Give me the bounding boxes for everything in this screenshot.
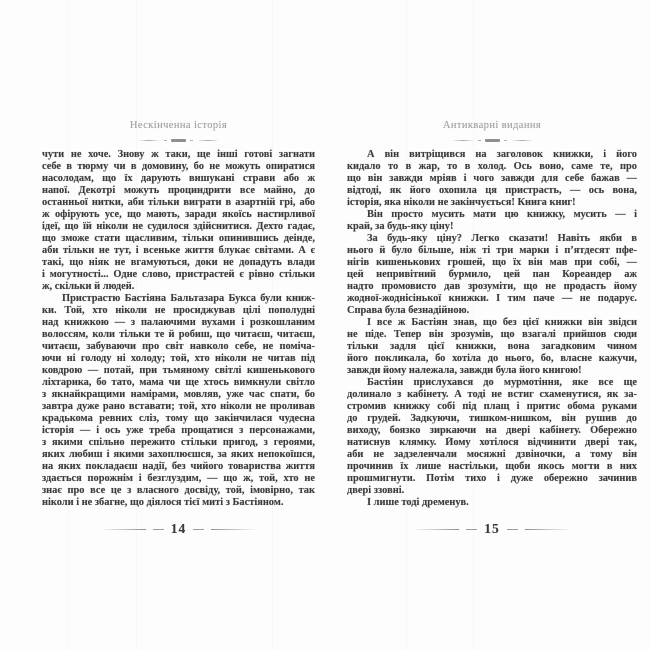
text-line: жодної-жоднісінької книжки. І тим паче — не подарує.	[347, 293, 637, 304]
ornament-dot-icon	[164, 140, 167, 141]
text-line: І все ж Бастіян знав, що без цієї книжки він звідси	[367, 317, 637, 328]
text-line: до грудей. Задкуючи, тишком-нишком, він рушив до	[347, 413, 637, 424]
text-line: знає про все це з власного досвіду, той, імовірно, так	[42, 485, 315, 496]
left-page-folio	[42, 521, 315, 537]
folio-dash-icon	[153, 529, 164, 530]
text-line: Пристрастю Бастіяна Бальтазара Букса були книж-	[62, 293, 315, 304]
right-running-head: Антикварні видання	[442, 120, 542, 131]
text-line: історія, яка ніколи не закінчується! Книга книг!	[347, 197, 576, 208]
text-line: стромив книжку собі під плащ і притис обома руками	[347, 401, 637, 412]
text-line: і могутності... Одне слово, пристрастей є рівно стільки	[42, 269, 315, 280]
text-line: аби не задзеленчали мосяжні дзвіночки, а тому він	[347, 449, 637, 460]
text-line: нього й було більше, ніж ті три марки і п’ятдесят пфе-	[347, 245, 637, 256]
ornament-line-icon	[138, 140, 160, 141]
text-line: здається порожнім і безглуздим, — що ж, той, хто не	[42, 473, 315, 484]
text-line: ючи ні голоду ні холоду; той, хто ніколи не читав під	[42, 353, 315, 364]
ornament-dot-icon	[190, 140, 193, 141]
text-line: завжди йому належала, завжди була його книгою!	[347, 365, 582, 376]
ornament-line-icon	[452, 140, 474, 141]
left-page-text	[42, 149, 315, 509]
text-line: напої. Декотрі можуть проциндрити все майно, до	[42, 185, 315, 196]
text-line: виходу, боязко зиркаючи на двері кабінету. Обережно	[347, 425, 637, 436]
page-right	[347, 0, 637, 650]
ornament-line-icon	[511, 140, 533, 141]
text-line: себе в тюрму чи в домовину, бо не можуть опиратися	[42, 161, 315, 172]
left-page-number: 14	[170, 521, 187, 536]
text-line: що він завжди мріяв і чого завжди для себе бажав —	[347, 173, 637, 184]
right-page-number: 15	[484, 521, 500, 536]
text-line: над книжкою — з палаючими вухами і розкошланим	[42, 317, 315, 328]
text-line: Він просто мусить мати цю книжку, мусить — і	[367, 209, 637, 220]
text-line: його покликала, бо хотіла до нього, бо, власне кажучи,	[347, 353, 637, 364]
folio-dash-icon	[507, 529, 518, 530]
text-line: що зможе стати щасливим, тільки опинившись деінде,	[42, 233, 315, 244]
text-line: волоссям, коли тільки те й робиш, що читаєш, читаєш,	[42, 329, 315, 340]
text-line: ж офірують усе, що мають, заради якоїсь настирливої	[42, 209, 315, 220]
text-line: кидало то в жар, то в холод. Ось воно, саме те, про	[347, 161, 637, 172]
text-line: ки. Той, хто ніколи не просиджував цілі пополудні	[42, 305, 315, 316]
folio-dash-icon	[466, 529, 477, 530]
text-line: ковдрою — потай, при тьмяному світлі кишенькового	[42, 365, 315, 376]
ornament-block-icon	[171, 139, 186, 142]
text-line: крадькома ревних сліз, тому що закінчилася чудесна	[42, 413, 315, 424]
text-line: завтра дуже рано вставати; той, хто ніколи не проливав	[42, 401, 315, 412]
text-line: історія — і ось уже треба прощатися з персонажами,	[42, 425, 315, 436]
text-line: з якнайкращими намірами, мовляв, уже час спати, бо	[42, 389, 315, 400]
text-line: такі, що ніяк не вгамуються, доки не допадуть влади	[42, 257, 315, 268]
left-header-ornament	[42, 139, 315, 142]
folio-rule-icon	[413, 529, 459, 530]
text-line: Справа була безнадійною.	[347, 305, 470, 316]
text-line: відтоді, як його охопила ця пристрасть, — ось вона,	[347, 185, 637, 196]
text-line: двері ззовні.	[347, 485, 405, 496]
right-page-folio	[347, 521, 637, 537]
text-line: прочинив їх лише настільки, щоби якось могти в них	[347, 461, 637, 472]
right-page-text	[347, 149, 637, 509]
text-line: на яких покладаєш надії, без чийого товариства життя	[42, 461, 315, 472]
text-line: з якими спільно пережито стільки пригод, з героями,	[42, 437, 315, 448]
text-line: І лише тоді дременув.	[367, 497, 469, 508]
text-line: тільки задля цієї книжки, вона загадковим чином	[347, 341, 637, 352]
text-line: не піде. Тепер він зрозумів, що взагалі прийшов сюди	[347, 329, 637, 340]
text-line: яких любиш і якими захоплюєшся, за яких непокоїшся,	[42, 449, 315, 460]
text-line: ніколи і не збагне, що діялося тієї миті з Бастіяном.	[42, 497, 284, 508]
text-line: останньої нитки, аби тільки виграти в азартній грі, або	[42, 197, 315, 208]
text-line: насолодам, що їх дарують вишукані страви або ж	[42, 173, 315, 184]
folio-rule-icon	[211, 529, 257, 530]
text-line: надто промовисто дав зрозуміти, що не продасть йому	[347, 281, 637, 292]
text-line: А він витріщився на заголовок книжки, і його	[367, 149, 637, 160]
ornament-block-icon	[485, 139, 500, 142]
text-line: читаєш, забуваючи про світ навколо себе, не поміча-	[42, 341, 315, 352]
text-line: натиснув клямку. Йому хотілося відчинити двері так,	[347, 437, 637, 448]
page-left	[42, 0, 315, 650]
folio-rule-icon	[100, 529, 146, 530]
text-line: нігів кишенькових грошей, що їх він мав при собі, —	[347, 257, 637, 268]
text-line: чути не хоче. Знову ж таки, ще інші готові загнати	[42, 149, 315, 160]
text-line: цей непривітний бурмило, цей пан Кореандер аж	[347, 269, 637, 280]
text-line: прошмигнути. Потім тихо і дуже обережно зачинив	[347, 473, 637, 484]
left-running-head: Нескінченна історія	[129, 120, 228, 131]
folio-rule-icon	[525, 529, 571, 530]
ornament-dot-icon	[504, 140, 507, 141]
right-header-ornament	[347, 139, 637, 142]
ornament-dot-icon	[478, 140, 481, 141]
text-line: долинало з кабінету. А тоді не встиг схаменутися, як за-	[347, 389, 637, 400]
text-line: ж, скільки й людей.	[42, 281, 135, 292]
text-line: За будь-яку ціну? Легко сказати! Навіть якби в	[367, 233, 637, 244]
text-line: ліхтарика, бо тато, мама чи ще хтось вимкнули світло	[42, 377, 315, 388]
text-line: край, за будь-яку ціну!	[347, 221, 454, 232]
text-line: аби тільки не тут, і всеньке життя блукає світами. А є	[42, 245, 315, 256]
ornament-line-icon	[197, 140, 219, 141]
text-line: Бастіян прислухався до мурмотіння, яке все ще	[367, 377, 637, 388]
text-line: ідеї, що їй ніколи не судилося здійснитися. Дехто гадає,	[42, 221, 315, 232]
folio-dash-icon	[193, 529, 204, 530]
